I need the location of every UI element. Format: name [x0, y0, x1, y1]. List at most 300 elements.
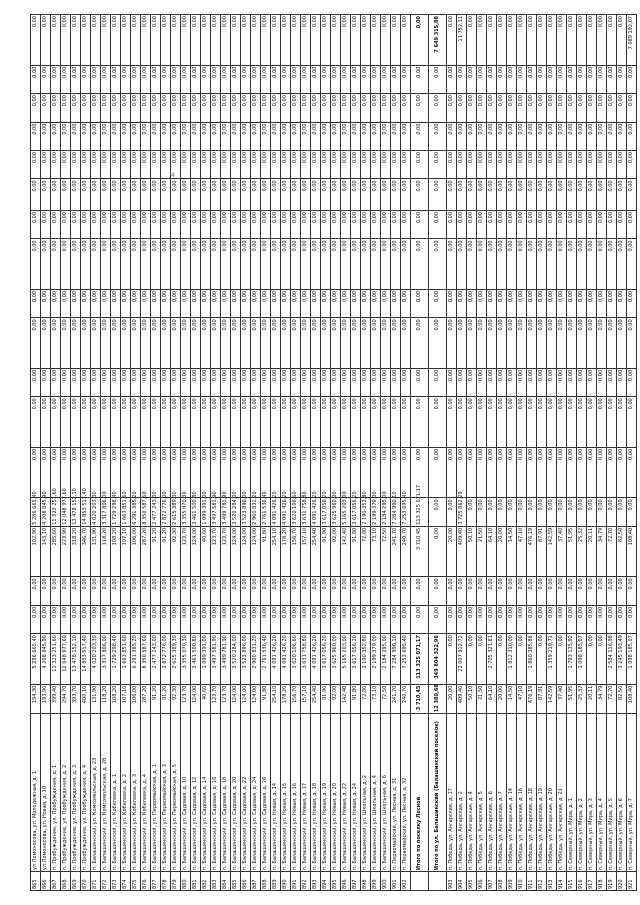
table-cell: 0,00: [361, 318, 371, 369]
table-cell: 0,00: [331, 368, 341, 396]
row-number: 891: [291, 872, 301, 891]
table-cell: 0,00: [477, 122, 487, 150]
table-cell: 0,00: [607, 368, 617, 396]
table-cell: 0,00: [371, 289, 381, 317]
table-cell: 0,00: [557, 368, 567, 396]
table-cell: 0,00: [331, 605, 341, 633]
table-cell: 0,00: [311, 397, 321, 448]
area-cell: 91,20: [151, 684, 161, 713]
table-cell: 0,00: [567, 368, 577, 396]
sum-cell: 1 663 851,60: [121, 634, 131, 685]
table-cell: 123,70: [211, 526, 221, 577]
address-cell: п. Северный, ул. Мира, д. 2: [577, 714, 587, 872]
table-cell: 0,00: [429, 318, 447, 369]
table-cell: 0,00: [517, 94, 527, 122]
table-cell: 0,00: [131, 605, 141, 633]
table-cell: 0,00: [361, 122, 371, 150]
address-cell: п. Балашинский, ул. Новая, д. 20: [331, 714, 341, 872]
table-cell: 0,00: [51, 210, 61, 238]
table-cell: 0,00: [291, 397, 301, 448]
sum-cell: 2 190 352,80: [361, 634, 371, 685]
sum-cell: 0,00: [597, 634, 607, 685]
table-cell: 0,00: [411, 577, 429, 605]
group-label: Итого по ул. Балашинский (Балашинский поселок): [429, 714, 447, 872]
table-row: [301, 15, 311, 891]
table-cell: 0,00: [81, 318, 91, 369]
table-cell: 0,00: [71, 239, 81, 290]
table-cell: 0,00: [231, 289, 241, 317]
table-cell: 0,00: [507, 289, 517, 317]
table-cell: 0,00: [401, 239, 411, 290]
table-cell: 0,00: [447, 122, 457, 150]
table-cell: 3 461 500,80: [191, 498, 201, 526]
table-cell: 0,00: [281, 318, 291, 369]
table-cell: 0,00: [457, 318, 467, 369]
row-number: 915: [567, 872, 577, 891]
table-cell: 3 710,45: [411, 684, 429, 713]
table-cell: 346,70: [81, 526, 91, 577]
table-row: [577, 15, 587, 891]
table-cell: 0,00: [507, 210, 517, 238]
table-cell: 0,00: [91, 318, 101, 369]
address-cell: п. Балашинский, ул. Новая, д. 24: [351, 714, 361, 872]
table-cell: 0,00: [301, 447, 311, 498]
table-cell: 0,00: [251, 605, 261, 633]
table-cell: 0,00: [151, 289, 161, 317]
table-cell: 6 291 385,20: [131, 498, 141, 526]
table-cell: 0,00: [141, 289, 151, 317]
table-cell: 0,00: [527, 289, 537, 317]
total-cell: 0,00: [161, 15, 171, 66]
table-cell: 0,00: [477, 605, 487, 633]
table-cell: 0,00: [41, 122, 51, 150]
table-cell: 0,00: [597, 94, 607, 122]
sum-cell: 1 098 185,07: [577, 634, 587, 685]
table-cell: 0,00: [311, 65, 321, 93]
table-cell: 0,00: [141, 94, 151, 122]
sum-cell: 4 208 845,90: [41, 634, 51, 685]
table-cell: 0,00: [71, 447, 81, 498]
table-cell: 0,00: [331, 577, 341, 605]
table-cell: 0,00: [31, 577, 41, 605]
area-cell: 287,20: [141, 684, 151, 713]
address-cell: п. Балашинский, ул. Школьная, д. 2: [361, 714, 371, 872]
table-cell: 0,00: [557, 65, 567, 93]
table-cell: 0,00: [381, 368, 391, 396]
table-cell: 0,00: [41, 289, 51, 317]
area-cell: 294,70: [61, 684, 71, 713]
row-number: 889: [271, 872, 281, 891]
table-cell: 0,00: [371, 122, 381, 150]
sum-cell: 1 098 185,07: [627, 634, 637, 685]
table-cell: 107,10: [121, 526, 131, 577]
total-cell: 0,00: [61, 15, 71, 66]
table-cell: 0,00: [291, 289, 301, 317]
table-cell: 0,00: [597, 577, 607, 605]
table-cell: 0,00: [161, 239, 171, 290]
table-cell: 0,00: [91, 577, 101, 605]
table-cell: 5 165 203,00: [341, 498, 351, 526]
table-cell: 0,00: [41, 65, 51, 93]
sum-cell: 4 020 203,30: [91, 634, 101, 685]
table-cell: 0,00: [411, 94, 429, 122]
table-cell: 14 853 517,40: [81, 498, 91, 526]
table-cell: [411, 872, 429, 891]
row-number: 867: [51, 872, 61, 891]
address-cell: п. Балашинский, ул. Садовая, д. 18: [221, 714, 231, 872]
table-cell: 0,00: [401, 65, 411, 93]
address-cell: п. Первомайский, ул. Лесная, д. 31: [391, 714, 401, 872]
table-cell: 0,00: [331, 210, 341, 238]
table-cell: 0,00: [71, 289, 81, 317]
address-cell: п. Победа, ул. Ангарская, д. 6: [487, 714, 497, 872]
sum-cell: 0,00: [477, 634, 487, 685]
table-cell: 0,00: [617, 447, 627, 498]
table-cell: 0,00: [597, 122, 607, 150]
table-row: [517, 15, 527, 891]
row-number: 894: [321, 872, 331, 891]
table-cell: 0,00: [101, 210, 111, 238]
table-cell: 0,00: [487, 447, 497, 498]
table-cell: 0,00: [101, 447, 111, 498]
table-cell: 0,00: [171, 94, 181, 122]
table-cell: 0,00: [351, 289, 361, 317]
table-cell: 0,00: [31, 179, 41, 211]
table-cell: 0,00: [391, 397, 401, 448]
table-cell: 0,00: [507, 605, 517, 633]
table-cell: 64,10: [487, 526, 497, 577]
table-cell: 0,00: [567, 447, 577, 498]
table-cell: 0,00: [281, 447, 291, 498]
table-cell: 0,00: [577, 577, 587, 605]
table-cell: 0,00: [61, 318, 71, 369]
address-cell: п. Балашинский, ул. Школьная, д. 6: [381, 714, 391, 872]
table-cell: 0,00: [429, 447, 447, 498]
table-cell: 0,00: [487, 498, 497, 526]
total-cell: 0,00: [507, 15, 517, 66]
table-cell: 0,00: [91, 239, 101, 290]
table-cell: 0,00: [141, 318, 151, 369]
table-cell: 0,00: [341, 318, 351, 369]
area-cell: 124,00: [251, 684, 261, 713]
table-cell: 0,00: [71, 397, 81, 448]
table-cell: 0,00: [627, 210, 637, 238]
address-cell: ул.Ломоносова, ул. Новая, д. 10: [41, 714, 51, 872]
address-cell: п. Балашинский, ул. Новая, д. 18: [311, 714, 321, 872]
table-cell: 0,00: [231, 368, 241, 396]
address-cell: п. Балашинский, ул. Кобелевка, д. 2: [121, 714, 131, 872]
address-cell: п. Балашинский, ул. Садовая, д. 10: [181, 714, 191, 872]
table-cell: 0,00: [331, 289, 341, 317]
table-cell: 0,00: [371, 318, 381, 369]
table-cell: 0,00: [111, 368, 121, 396]
table-cell: 0,00: [61, 179, 71, 211]
table-row: [271, 15, 281, 891]
area-cell: 409,40: [457, 684, 467, 713]
table-cell: 0,00: [429, 605, 447, 633]
total-cell: 0,00: [361, 15, 371, 66]
table-cell: 241,70: [391, 526, 401, 577]
row-number: 873: [111, 872, 121, 891]
table-cell: 108,20: [111, 526, 121, 577]
table-cell: 0,00: [477, 150, 487, 178]
table-cell: 3 617 056,20: [351, 498, 361, 526]
table-row: [211, 15, 221, 891]
table-cell: 0,00: [251, 210, 261, 238]
table-cell: 0,00: [537, 498, 547, 526]
table-cell: 0,00: [201, 577, 211, 605]
table-cell: 3 631 758,80: [301, 498, 311, 526]
table-cell: 0,00: [361, 65, 371, 93]
table-cell: 0,00: [251, 368, 261, 396]
table-cell: 0,00: [547, 239, 557, 290]
table-cell: 0,00: [131, 150, 141, 178]
table-cell: 0,00: [151, 179, 161, 211]
table-cell: 318,20: [71, 526, 81, 577]
sum-cell: 3 499 781,90: [221, 634, 231, 685]
table-cell: 0,00: [31, 122, 41, 150]
table-cell: 0,00: [131, 318, 141, 369]
table-cell: 0,00: [121, 65, 131, 93]
area-cell: 20,11: [587, 684, 597, 713]
table-cell: 0,00: [231, 239, 241, 290]
table-cell: 0,00: [221, 122, 231, 150]
table-cell: 0,00: [457, 65, 467, 93]
table-cell: 0,00: [371, 94, 381, 122]
table-cell: 0,00: [537, 447, 547, 498]
sum-cell: 3 520 284,00: [231, 634, 241, 685]
table-cell: 0,00: [41, 397, 51, 448]
table-cell: 0,00: [231, 65, 241, 93]
table-cell: 0,00: [527, 94, 537, 122]
table-row: [251, 15, 261, 891]
table-cell: 0,00: [351, 318, 361, 369]
table-cell: 0,00: [81, 210, 91, 238]
table-cell: 0,00: [487, 368, 497, 396]
table-cell: 0,00: [487, 94, 497, 122]
table-cell: 0,00: [131, 210, 141, 238]
total-cell: 0,00: [381, 15, 391, 66]
area-cell: 72,50: [381, 684, 391, 713]
table-cell: 0,00: [121, 179, 131, 211]
table-cell: 0,00: [71, 577, 81, 605]
table-row: [487, 15, 497, 891]
table-cell: 0,00: [411, 210, 429, 238]
total-cell: 0,00: [241, 15, 251, 66]
table-cell: 0,00: [401, 210, 411, 238]
table-cell: 0,00: [111, 150, 121, 178]
row-number: 903: [447, 872, 457, 891]
table-cell: 0,00: [211, 239, 221, 290]
table-cell: 0,00: [311, 94, 321, 122]
table-cell: 0,00: [527, 179, 537, 211]
table-cell: 0,00: [161, 150, 171, 178]
table-cell: 0,00: [41, 239, 51, 290]
table-cell: 3 625 960,00: [331, 498, 341, 526]
sum-cell: 5 165 203,00: [341, 634, 351, 685]
address-cell: п. Северный, ул. Мира, д. 3: [587, 714, 597, 872]
table-cell: 7 284 990,10: [391, 498, 401, 526]
area-cell: 20,00: [447, 684, 457, 713]
row-number: 906: [477, 872, 487, 891]
sum-cell: 0,00: [467, 634, 477, 685]
table-cell: 0,00: [121, 447, 131, 498]
table-cell: 3 317 806,00: [101, 498, 111, 526]
table-cell: 0,00: [221, 447, 231, 498]
table-cell: 0,00: [191, 65, 201, 93]
table-cell: 0,00: [607, 150, 617, 178]
area-cell: 124,00: [241, 684, 251, 713]
table-cell: 0,00: [429, 65, 447, 93]
table-cell: 0,00: [517, 318, 527, 369]
table-cell: 0,00: [91, 122, 101, 150]
table-cell: 0,00: [311, 577, 321, 605]
table-cell: 0,00: [51, 605, 61, 633]
table-cell: 0,00: [331, 239, 341, 290]
table-cell: 0,00: [411, 65, 429, 93]
table-cell: 0,00: [261, 447, 271, 498]
area-cell: 47,10: [517, 684, 527, 713]
table-cell: 0,00: [617, 65, 627, 93]
total-cell: 0,00: [131, 15, 141, 66]
table-cell: 0,00: [191, 94, 201, 122]
table-cell: 0,00: [61, 368, 71, 396]
table-cell: 0,00: [101, 239, 111, 290]
total-cell: 0,00: [331, 15, 341, 66]
table-cell: 178,20: [281, 526, 291, 577]
row-number: 899: [371, 872, 381, 891]
table-cell: 0,00: [101, 318, 111, 369]
table-cell: 0,00: [131, 94, 141, 122]
table-cell: 0,00: [447, 368, 457, 396]
table-cell: 0,00: [121, 318, 131, 369]
table-cell: 0,00: [81, 605, 91, 633]
table-cell: 0,00: [361, 239, 371, 290]
address-cell: п. Балашинский, ул. Садовая, д. 20: [231, 714, 241, 872]
table-cell: 0,00: [487, 239, 497, 290]
table-cell: 0,00: [91, 368, 101, 396]
table-cell: 0,00: [121, 239, 131, 290]
table-cell: 0,00: [231, 318, 241, 369]
table-cell: 0,00: [221, 289, 231, 317]
table-cell: 0,00: [547, 210, 557, 238]
table-cell: 0,00: [71, 318, 81, 369]
subtotal-total: 0,00: [411, 15, 429, 66]
table-cell: 287,20: [141, 526, 151, 577]
table-cell: 0,00: [381, 179, 391, 211]
table-cell: 0,00: [301, 122, 311, 150]
table-cell: 0,00: [577, 210, 587, 238]
table-cell: 0,00: [261, 397, 271, 448]
sum-cell: 0,00: [517, 634, 527, 685]
table-cell: 0,00: [627, 605, 637, 633]
table-cell: 0,00: [171, 368, 181, 396]
table-cell: 13 478 152,10: [71, 498, 81, 526]
table-cell: 0,00: [617, 498, 627, 526]
table-cell: 0,00: [201, 368, 211, 396]
table-cell: 0,00: [537, 150, 547, 178]
table-cell: 0,00: [587, 179, 597, 211]
table-cell: 0,00: [121, 122, 131, 150]
area-cell: 193,90: [41, 684, 51, 713]
row-number: 872: [101, 872, 111, 891]
table-cell: 0,00: [31, 605, 41, 633]
table-cell: 0,00: [141, 605, 151, 633]
table-cell: 1 663 851,60: [121, 498, 131, 526]
table-cell: 0,00: [61, 447, 71, 498]
table-cell: 0,00: [191, 397, 201, 448]
table-cell: 0,00: [577, 498, 587, 526]
table-cell: 0,00: [497, 239, 507, 290]
table-cell: 0,00: [51, 397, 61, 448]
table-cell: 0,00: [517, 605, 527, 633]
area-cell: 108,20: [111, 684, 121, 713]
table-cell: 0,00: [281, 65, 291, 93]
row-number: 896: [341, 872, 351, 891]
table-cell: 0,00: [617, 397, 627, 448]
table-cell: 0,00: [111, 94, 121, 122]
table-row: [527, 15, 537, 891]
table-cell: 0,00: [507, 65, 517, 93]
table-cell: 0,00: [401, 368, 411, 396]
table-cell: 0,00: [211, 65, 221, 93]
area-cell: 123,70: [211, 684, 221, 713]
subtotal-row: [411, 15, 429, 891]
table-cell: 0,00: [281, 150, 291, 178]
table-cell: 0,00: [497, 577, 507, 605]
table-cell: 123,70: [221, 526, 231, 577]
table-cell: 0,00: [91, 210, 101, 238]
table-cell: 0,00: [121, 605, 131, 633]
table-cell: 91,90: [321, 526, 331, 577]
row-number: 885: [231, 872, 241, 891]
table-cell: 0,00: [281, 122, 291, 150]
table-cell: 0,00: [587, 447, 597, 498]
address-cell: п. Северный, ул. Мира, д. 5: [607, 714, 617, 872]
table-row: [587, 15, 597, 891]
table-cell: 0,00: [537, 65, 547, 93]
table-cell: 0,00: [181, 122, 191, 150]
table-cell: 0,00: [251, 577, 261, 605]
table-cell: 0,00: [231, 179, 241, 211]
table-cell: 0,00: [361, 210, 371, 238]
table-cell: 12 380,68: [429, 684, 447, 713]
table-cell: 4 091 426,20: [281, 498, 291, 526]
table-cell: 0,00: [587, 605, 597, 633]
table-cell: 0,00: [567, 94, 577, 122]
sum-cell: 8 350 587,60: [141, 634, 151, 685]
row-number: 884: [221, 872, 231, 891]
table-cell: 0,00: [411, 368, 429, 396]
table-cell: 0,00: [211, 94, 221, 122]
table-cell: 0,00: [311, 368, 321, 396]
table-cell: 0,00: [477, 65, 487, 93]
table-cell: 0,00: [221, 150, 231, 178]
table-cell: 0,00: [517, 179, 527, 211]
table-cell: 0,00: [457, 289, 467, 317]
table-cell: 142,40: [341, 526, 351, 577]
group-total-row: [429, 15, 447, 891]
area-cell: 91,80: [261, 684, 271, 713]
table-row: [71, 15, 81, 891]
table-cell: 0,00: [557, 577, 567, 605]
table-cell: 0,00: [271, 94, 281, 122]
sum-cell: 3 617 056,20: [321, 634, 331, 685]
sum-cell: 3 461 500,80: [191, 634, 201, 685]
table-cell: 0,00: [477, 318, 487, 369]
table-cell: 0,00: [527, 577, 537, 605]
table-cell: 143,10: [41, 526, 51, 577]
